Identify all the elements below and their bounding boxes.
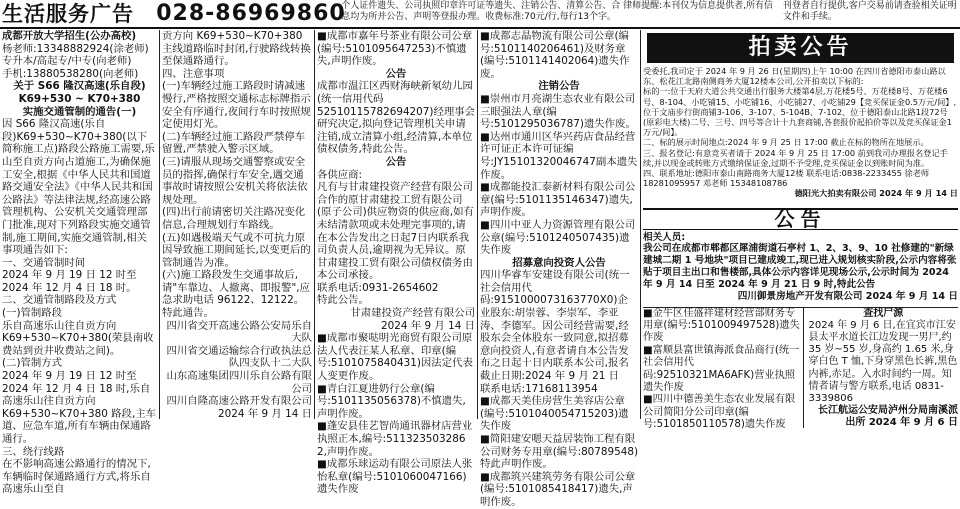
ad-item: ■崇州市月亮湖生态农业有限公司三眼强法人章(编号:5101295036787)遗失作废。 (480, 92, 636, 131)
notice-paragraph: 2024 年 9 月 19 日 12 时至 2024 年 12 月 4 日 18 时。 (2, 269, 137, 294)
column-5 (643, 30, 958, 431)
notice-paragraph: (四)出行前请密切关注路况变化信息,合理规划行车路线。 (162, 206, 306, 231)
small-ads (643, 307, 804, 431)
page-header (0, 0, 960, 26)
notice-paragraph: 2024 年 9 月 19 日 12 时至 2024 年 12 月 4 日 18 时,乐自高速乐山往自贡方向 K69+530~K70+380 路段,主车道、应急车道,所有车辆由保通路通行。 (2, 370, 157, 445)
notice-paragraph: 我公司在成都市郫都区犀浦街道石亭村 1、2、3、9、10 社修建的"新绿建城二期 1 号地块"项目已建成竣工,现已进入规划核实阶段,公示内容将张贴于项目主出口和售楼部,具体公示内容详见现场公示,公示时间为 2024 年 9 月 14 日至 2024 年 9 月 21 日 9 时,特此公告 (643, 243, 957, 290)
column-divider (159, 30, 160, 419)
notice-paragraph: 乐自高速乐山往自贡方向K69+530~K70+380(荣县南收费站到贡井收费站之间)。 (2, 319, 154, 357)
ad-item: ■四川中德善美生态农业发展有限公司简阳分公司印章(编号:5101850110578)遗失作废 (643, 394, 796, 431)
notice-paragraph: 二、交通管制路段及方式 (2, 294, 117, 307)
signer: 山东高速集团四川乐自公路有限公司 (166, 370, 312, 395)
ad-item: ■成都能投汇泰新材料有限公司公章(编号:5101135146347)遗失,声明作废。 (480, 181, 636, 219)
notice-heading: 查找尸源 (863, 307, 904, 319)
notice-signer: 四川御景房地产开发有限公司 2024 年 9 月 14 日 (737, 290, 958, 302)
notice-paragraph: 2024 年 9 月 6 日,在宜宾市江安县太平水道长江边发现一男尸,约 35 岁~55 岁,身高约 1.65 米,身穿白色 T 恤,下身穿黑色长裤,黑色内裤,赤足。入水时间约一周。知情者请与警方联系,电话 0831-3339806 (808, 319, 958, 405)
ad-line: 专升本/高起专/中专(向老师) (2, 55, 132, 68)
ad-line: 杨老师:13348882924(涂老师) (2, 42, 149, 55)
auction-paragraph: 二、标的展示时间地点:2024 年 9 月 25 日 17:00 截止在标的物所在地展示。 (643, 137, 929, 148)
ad-item: ■简阳建安嗯天益居装饰工程有限公司财务专用章(编号:80789548)特此声明作废。 (480, 433, 639, 471)
notice-paragraph: (一)管制路段 (2, 307, 63, 320)
notice-heading: 注销公告 (538, 80, 580, 93)
ad-item: ■蓬安县佳艺智尚通讯器材店营业执照正本,编号:511323503286 2,声明作废。 (317, 420, 473, 458)
notice-paragraph: 三、绕行线路 (2, 445, 65, 458)
ad-item: ■富顺县富世镇海派食品商行(统一社会信用代码:92510321MA6AFK)营业执照遗失作废 (643, 344, 800, 394)
notice-heading: K69+530 ~ K70+380 (18, 92, 141, 105)
auction-paragraph: 受委托,我司定于 2024 年 9 月 26 日(星期四)上午 10:00 在四川省德阳市泰山路以东、松花江北路南侧商务大厦12楼本公司,公开拍卖以下标的: (643, 66, 946, 87)
body-identification-notice (804, 308, 958, 428)
header-description: 个人证件遗失、公司执照印章许可证等遗失、注销公告、清算公告、合 律师提醒:本刊仅为信息提供者,所有信息均为所并公告、声明等登报办理。收费标准:70元/行,每行13个字。 (341, 1, 773, 22)
column-3 (317, 30, 476, 496)
notice-heading: 公告 (385, 155, 407, 168)
ad-item: ■达州市通川区华兴药店食品经营许可证正本许可证编号:JY15101320046747副本遗失作废。 (480, 130, 638, 181)
notice-paragraph: (五)如遇极端天气或不可抗力原因导致施工期间延长,以变更后的管制通告为准。 (162, 231, 311, 269)
auction-paragraph: 三、报名登记:有意竞买者请于 2024 年 9 月 25 日 17:00 前到我司办理报名登记手续,并以现金或转账方式缴纳保证金,过期不予受理,竞买保证金以到账时间为准。 (643, 147, 948, 168)
notice-paragraph: 特此通告。 (162, 307, 214, 320)
notice-paragraph: 各供应商: (317, 168, 363, 181)
notice-date: 2024 年 9 月 14 日 (381, 319, 475, 332)
signer: 四川省交开高速公路公安局乐自大队 (166, 319, 312, 345)
header-note: 刊登者自行提供,客户交易前请查验相关证明文件和手续。 (782, 1, 957, 22)
notice-date: 2024 年 9 月 14 日 (218, 407, 312, 420)
ad-item: ■成都市聚哒明光商贸有限公司原法人代表汪某人私章、印章(编号:5101075840431)因法定代表人变更作废。 (317, 332, 473, 383)
notice-paragraph: (六)施工路段发生交通事故后,请"车靠边、人撤离、即报警",应急求助电话 96122、12122。 (162, 269, 310, 307)
column-divider (314, 30, 315, 419)
ad-item: ■成都市嘉年号茶业有限公司公章(编号:5101095647253)不慎遗失,声明作废。 (317, 30, 473, 68)
notice-paragraph: 四、注意事项 (162, 67, 225, 80)
notice-paragraph: (二)车辆经过施工路段严禁停车留置,严禁驶入警示区域。 (162, 130, 306, 156)
signer: 甘肃建投资产经营有限公司 (350, 307, 475, 320)
notice-heading: 公告 (385, 67, 407, 80)
notice-title: 公告 (643, 208, 958, 230)
auction-notice (643, 33, 958, 206)
auction-signer: 德阳光大拍卖有限公司 2024 年 9 月 14 日 (794, 188, 958, 199)
notice-paragraph: 联系电话:0931-2654602 (317, 281, 439, 294)
notice-paragraph: 凡有与甘肃建投资产经营有限公司合作的原甘肃建投工贸有限公司(原子公司)供应物资的供应商,如有未结清款项或未处理完事项的,请在本公告发出之日起7日内联系我司负责人员,逾期视为无异议。原甘肃建投工贸有限公司债权债务由本公司承接。 (317, 181, 474, 282)
ad-item: ■四川中亚人力资源管理有限公司公章(编号:5101240507435)遗失作废 (480, 218, 636, 257)
contact-phone: 联系电话:17168113954 (480, 382, 598, 395)
notice-heading: 招募意向投资人公告 (512, 256, 606, 269)
ad-item: ■成都志晶物流有限公司公章(编号:5101140206461)及财务章(编号:5101141402064)遗失作废。 (480, 30, 630, 80)
column-divider (477, 30, 478, 419)
notice-heading: 关于 S66 隆汉高速(乐自段) (13, 80, 146, 93)
notice-paragraph: 一、交通管制时间 (2, 256, 86, 269)
auction-paragraph: 四、联系地址:德阳市泰山南路商务大厦12楼 联系电话:0838-2233455 徐老师 18281095957 邓老师 15348108786 (643, 168, 930, 189)
ad-line: 成都开放大学招生(公办高校) (2, 30, 137, 42)
auction-body (643, 66, 958, 206)
notice-signer: 长江航运公安局泸州分局南溪派出所 2024 年 9 月 6 日 (818, 405, 958, 429)
planning-notice (643, 232, 958, 304)
ad-item: ■成都筑兴建筑劳务有限公司公章(编号:5101085418417)遗失,声明作废。 (480, 470, 636, 508)
column-2 (162, 30, 312, 419)
auction-title: 拍卖公告 (647, 33, 954, 63)
notice-paragraph: (一)车辆经过施工路段时请减速慢行,严格按照交通标志标牌指示安全有序通行,夜间行车时按照规定使用灯光。 (162, 80, 311, 131)
notice-paragraph: 成都市温江区西财海峡新氡幼儿园(统一信用代码52510115782694207)经理事会研究决定,拟向登记管理机关申请注销,成立清算小组,经清算,本单位债权债务,特此公告。 (317, 80, 476, 156)
notice-paragraph: 特此公告。 (317, 294, 369, 307)
signer: 四川自隆高速公路开发有限公司 (166, 395, 312, 408)
ad-item: ■金牛区佳盛祥建材经营部财务专用章(编号:5101009497528)遗失作废 (643, 307, 800, 344)
page-title: 生活服务广告 (2, 2, 134, 26)
column-1 (2, 30, 157, 496)
notice-paragraph: (二)管制方式 (2, 357, 63, 370)
notice-heading: 实施交通管制的通告(一) (22, 105, 137, 118)
notice-recipient: 相关人员: (643, 231, 686, 243)
notice-paragraph: 贡方向 K69+530~K70+380 主线道路临时封闭,行驶路线转换至保通路通行。 (162, 30, 311, 68)
ad-item: ■成都天美佳房营生美容店公章(编号:5101040054715203)遗失作废 (480, 395, 629, 433)
bottom-section (643, 307, 958, 431)
auction-paragraph: 标的一:位于天府大道公共交通出行服务大楼第4层,万花楼5号、万花楼8号、万花楼6号、8-104、小吃铺15、小吃铺16、小吃铺27、小吃铺29【竞买保证金0.5万元/间】,位于文庙步行街商铺3-106、3-107、5-104B、7-102、位于德阳泰山北路1段72号(原彩电大楼)二号、三号、四号等合计十九套商铺,各套报价起拍价等以及竞买保证金1万元/间】。 (643, 86, 957, 138)
header-divider (0, 27, 960, 29)
ad-item: ■青白江夏进奶行公章(编号:5101135056378)不慎遗失,声明作废。 (317, 382, 466, 420)
ad-item: ■成都乐球运动有限公司原法人张怡私章(编号:5101060047166)遗失作废 (317, 458, 473, 496)
notice-paragraph: 在不影响高速公路通行的情况下,车辆临时保通路通行方式,将乐自高速乐山至自 (2, 458, 151, 496)
notice-paragraph: (三)请服从现场交通警察或安全员的指挥,确保行车安全,遇交通事故时请按照公安机关将依法依规处理。 (162, 155, 308, 206)
notice-paragraph: 因 S66 隆汉高速(乐自段)K69+530~K70+380(以下简称施工点)路段公路施工需要,乐山至自贡方向占道施工,为确保施工安全,根据《中华人民共和国道路交通安全法》《中华人民共和国公路法》等法律法规,经高速公路管理机构、公安机关交通管理部门批准,现对下列路段实施交通管制,施工期间,实施交通管制,相关事项通告如下: (2, 118, 155, 257)
notice-paragraph: 四川华睿车安建设有限公司(统一社会信用代码:9151000073163770X0)企业股东:胡崇蓉、李崇军、李亚涛、李德军。因公司经营需要,经股东会全体股东一致同意,拟招募意向投资人,有意者请自本公告发布之日起十日内联系本公司,报名截止日期:2024 年 9 月 21 日 (480, 269, 630, 383)
hotline-number: 028-86969860 (156, 0, 346, 26)
column-4 (480, 30, 639, 508)
signer: 四川省交通运输综合行政执法总队四支队十二大队 (166, 344, 312, 370)
ad-line: 手机:13880538280(向老师) (2, 67, 139, 80)
column-divider (640, 30, 641, 419)
